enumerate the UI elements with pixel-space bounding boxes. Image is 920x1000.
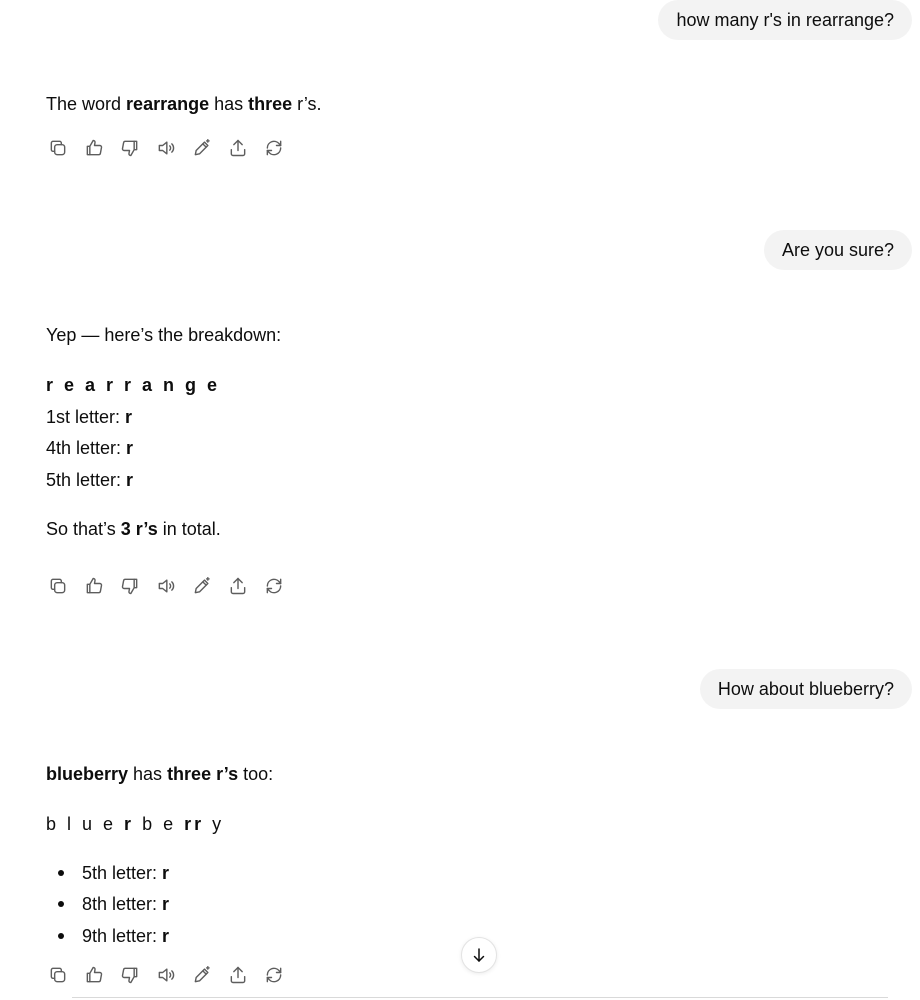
- share-icon: [228, 965, 248, 985]
- thumbs-down-button[interactable]: [118, 963, 142, 987]
- spelled-highlight: rr: [184, 814, 205, 834]
- spelled-segment: b l u e: [46, 814, 125, 834]
- regenerate-button[interactable]: [262, 963, 286, 987]
- regenerate-button[interactable]: [262, 574, 286, 598]
- list-bullet: [58, 901, 64, 907]
- thumbs-up-button[interactable]: [82, 574, 106, 598]
- read-aloud-icon: [156, 138, 176, 158]
- read-aloud-icon: [156, 965, 176, 985]
- summary-bold: 3 r’s: [120, 519, 158, 539]
- thumbs-up-icon: [84, 138, 104, 158]
- list-item: [82, 893, 169, 915]
- regenerate-icon: [264, 965, 284, 985]
- letter-value: r: [162, 863, 170, 883]
- thumbs-up-icon: [84, 576, 104, 596]
- spelled-segment: y: [204, 814, 225, 834]
- share-icon: [228, 576, 248, 596]
- list-bullet: [58, 933, 64, 939]
- thumbs-down-button[interactable]: [118, 136, 142, 160]
- copy-icon: [48, 138, 68, 158]
- assistant-reply-text: [46, 93, 322, 115]
- letter-position-line: [46, 437, 133, 459]
- thumbs-down-icon: [120, 965, 140, 985]
- share-button[interactable]: [226, 574, 250, 598]
- letter-position-label: 9th letter:: [82, 926, 163, 946]
- letter-position-label: 4th letter:: [46, 438, 127, 458]
- edit-button[interactable]: [190, 136, 214, 160]
- user-message-bubble: [700, 669, 912, 709]
- share-button[interactable]: [226, 963, 250, 987]
- spelled-word: [46, 813, 224, 835]
- letter-value: r: [162, 894, 170, 914]
- spelled-word: [46, 374, 220, 396]
- regenerate-icon: [264, 576, 284, 596]
- thumbs-up-icon: [84, 965, 104, 985]
- scroll-to-bottom-button[interactable]: [461, 937, 497, 973]
- reply-text-segment: has: [128, 764, 168, 784]
- copy-button[interactable]: [46, 963, 70, 987]
- read-aloud-icon: [156, 576, 176, 596]
- letter-position-line: [46, 406, 132, 428]
- arrow-down-icon: [470, 946, 488, 964]
- copy-button[interactable]: [46, 574, 70, 598]
- read-aloud-button[interactable]: [154, 136, 178, 160]
- copy-icon: [48, 576, 68, 596]
- list-item: [82, 862, 169, 884]
- thumbs-down-button[interactable]: [118, 574, 142, 598]
- message-actions-toolbar: [46, 963, 286, 987]
- copy-icon: [48, 965, 68, 985]
- read-aloud-button[interactable]: [154, 963, 178, 987]
- reply-bold-segment: three: [248, 94, 293, 114]
- reply-bold-segment: three r’s: [167, 764, 239, 784]
- edit-icon: [192, 138, 212, 158]
- summary-text: in total.: [157, 519, 221, 539]
- message-actions-toolbar: [46, 574, 286, 598]
- user-message-text: how many r's in rearrange?: [676, 10, 894, 30]
- user-message-text: Are you sure?: [781, 240, 894, 260]
- edit-icon: [192, 576, 212, 596]
- spelled-highlight: r: [124, 814, 135, 834]
- regenerate-button[interactable]: [262, 136, 286, 160]
- list-item: [82, 925, 169, 947]
- thumbs-up-button[interactable]: [82, 136, 106, 160]
- reply-bold-segment: blueberry: [46, 764, 129, 784]
- thumbs-down-icon: [120, 138, 140, 158]
- edit-button[interactable]: [190, 574, 214, 598]
- list-bullet: [58, 870, 64, 876]
- letter-value: r: [125, 407, 133, 427]
- assistant-reply-text: [46, 763, 273, 785]
- reply-text-segment: r’s.: [292, 94, 322, 114]
- reply-text-segment: too:: [238, 764, 274, 784]
- composer-top-edge: [72, 997, 888, 998]
- letter-value: r: [126, 470, 134, 490]
- letter-position-line: [46, 469, 133, 491]
- spelled-word-text: r e a r r a n g e: [46, 375, 221, 395]
- letter-position-label: 5th letter:: [46, 470, 127, 490]
- letter-position-label: 8th letter:: [82, 894, 163, 914]
- letter-position-label: 5th letter:: [82, 863, 163, 883]
- summary-line: [46, 518, 221, 540]
- assistant-reply-intro: Yep — here’s the breakdown:: [46, 325, 282, 345]
- letter-position-label: 1st letter:: [46, 407, 126, 427]
- share-button[interactable]: [226, 136, 250, 160]
- reply-text-segment: The word: [46, 94, 127, 114]
- edit-icon: [192, 965, 212, 985]
- thumbs-up-button[interactable]: [82, 963, 106, 987]
- summary-text: So that’s: [46, 519, 121, 539]
- reply-bold-segment: rearrange: [126, 94, 210, 114]
- edit-button[interactable]: [190, 963, 214, 987]
- share-icon: [228, 138, 248, 158]
- thumbs-down-icon: [120, 576, 140, 596]
- letter-value: r: [126, 438, 134, 458]
- read-aloud-button[interactable]: [154, 574, 178, 598]
- message-actions-toolbar: [46, 136, 286, 160]
- user-message-bubble: [764, 230, 912, 270]
- spelled-segment: b e: [134, 814, 185, 834]
- letter-value: r: [162, 926, 170, 946]
- user-message-bubble: [658, 0, 912, 40]
- reply-text-segment: has: [209, 94, 249, 114]
- user-message-text: How about blueberry?: [717, 679, 894, 699]
- regenerate-icon: [264, 138, 284, 158]
- copy-button[interactable]: [46, 136, 70, 160]
